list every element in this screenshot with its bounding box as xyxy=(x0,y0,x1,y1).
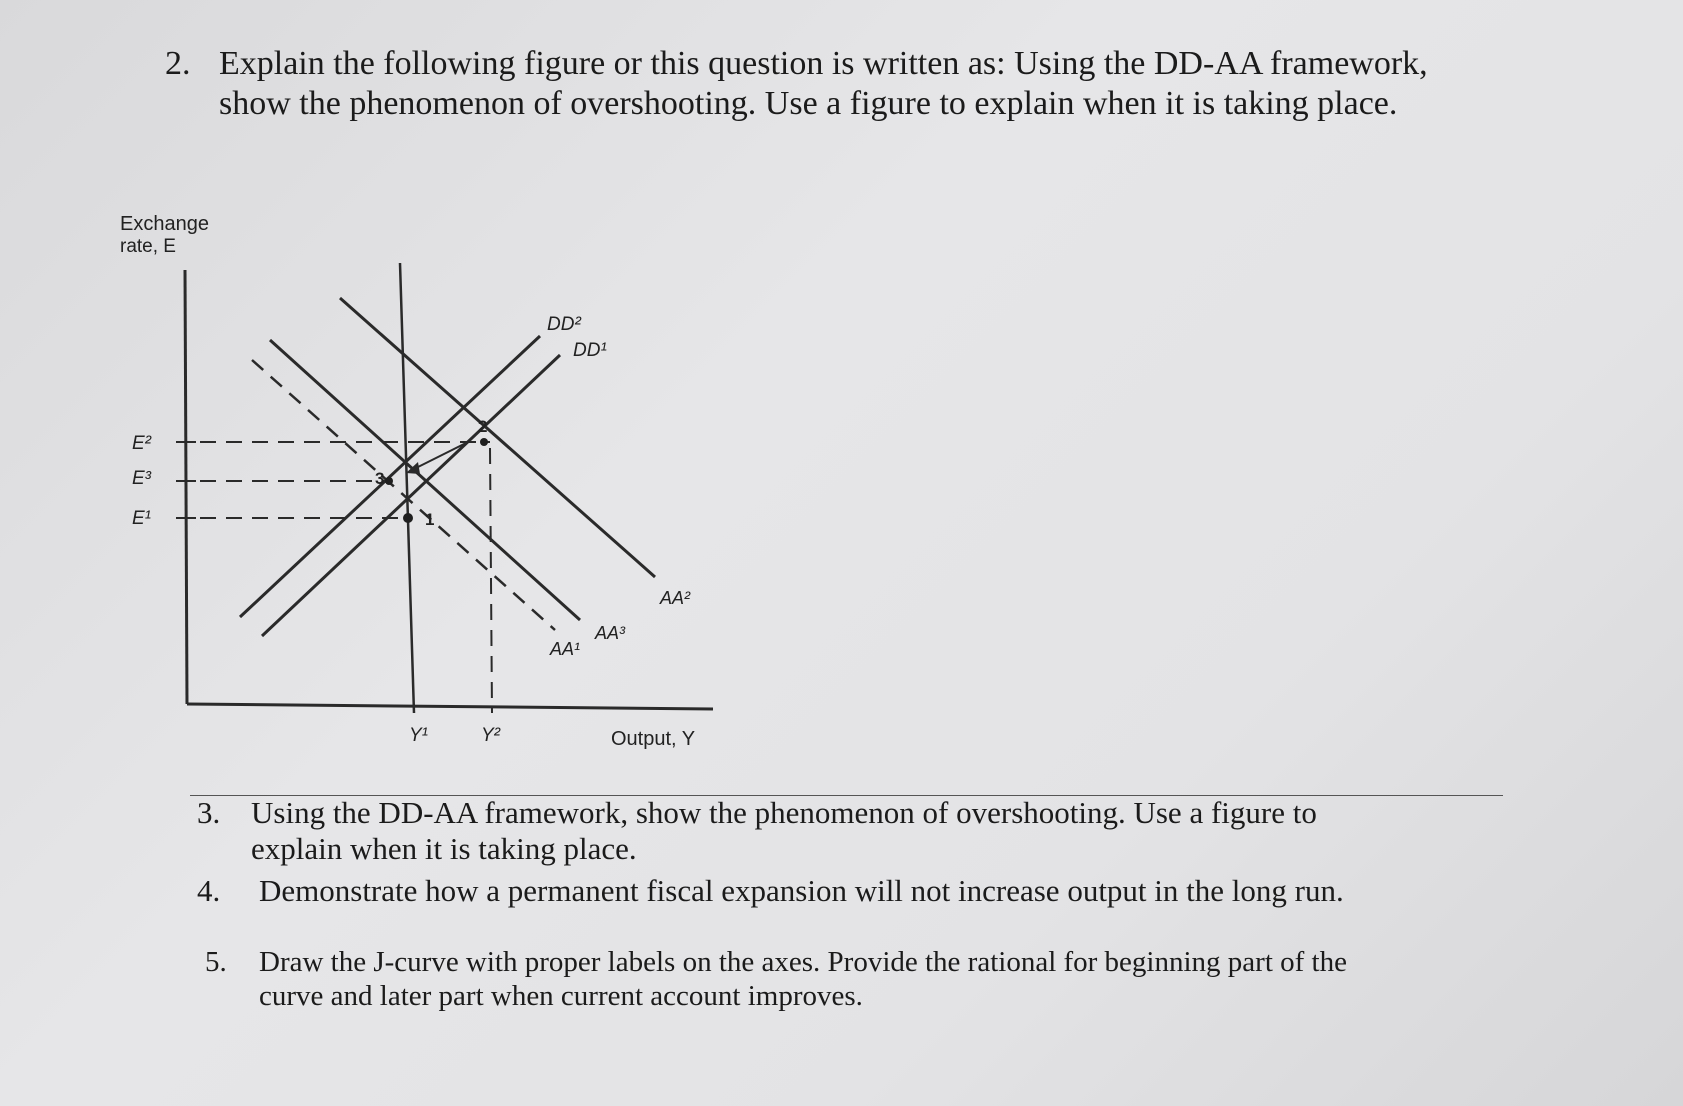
equilibrium-point-2 xyxy=(480,438,488,446)
equilibrium-point-3 xyxy=(385,477,393,485)
dd2-curve xyxy=(240,336,540,617)
question-line: Demonstrate how a permanent fiscal expansion will not increase output in the long run. xyxy=(259,873,1344,908)
label-dd1: DD¹ xyxy=(573,340,607,361)
question-line: explain when it is taking place. xyxy=(251,831,637,866)
label-aa1: AA¹ xyxy=(550,639,581,659)
tick-label-e2: E² xyxy=(132,433,151,454)
y-axis-title-line2: rate, E xyxy=(120,236,176,257)
question-number: 5. xyxy=(205,946,227,978)
tick-label-e1: E¹ xyxy=(132,508,151,529)
question-number: 4. xyxy=(197,873,221,908)
aa2-curve xyxy=(340,298,655,577)
question-number: 3. xyxy=(197,795,221,830)
question-line: Explain the following figure or this question is written as: Using the DD-AA framework, xyxy=(219,45,1428,82)
y-axis xyxy=(185,270,187,704)
tick-label-e3: E³ xyxy=(132,468,151,489)
label-aa2: AA² xyxy=(660,588,691,608)
label-dd2: DD² xyxy=(547,314,581,335)
point-label-3: 3 xyxy=(375,469,385,488)
point-label-1: 1 xyxy=(425,510,435,529)
tick-label-y1: Y¹ xyxy=(409,725,428,746)
x-axis xyxy=(187,704,713,709)
point-label-2: 2 xyxy=(478,417,488,436)
question-line: Using the DD-AA framework, show the phenomenon of overshooting. Use a figure to xyxy=(251,795,1317,830)
label-aa3: AA³ xyxy=(595,623,626,643)
question-line: show the phenomenon of overshooting. Use a figure to explain when it is taking place. xyxy=(219,85,1398,122)
question-line: curve and later part when current account improves. xyxy=(259,980,863,1012)
y-axis-title: Exchange xyxy=(120,213,209,235)
question-number: 2. xyxy=(165,45,191,82)
x-axis-title: Output, Y xyxy=(611,728,696,750)
question-line: Draw the J-curve with proper labels on the axes. Provide the rational for beginning part of the xyxy=(259,946,1347,978)
long-run-output-line xyxy=(400,263,414,713)
equilibrium-point-1 xyxy=(403,513,413,523)
tick-label-y2: Y² xyxy=(481,725,500,746)
guide-y2 xyxy=(490,448,492,713)
